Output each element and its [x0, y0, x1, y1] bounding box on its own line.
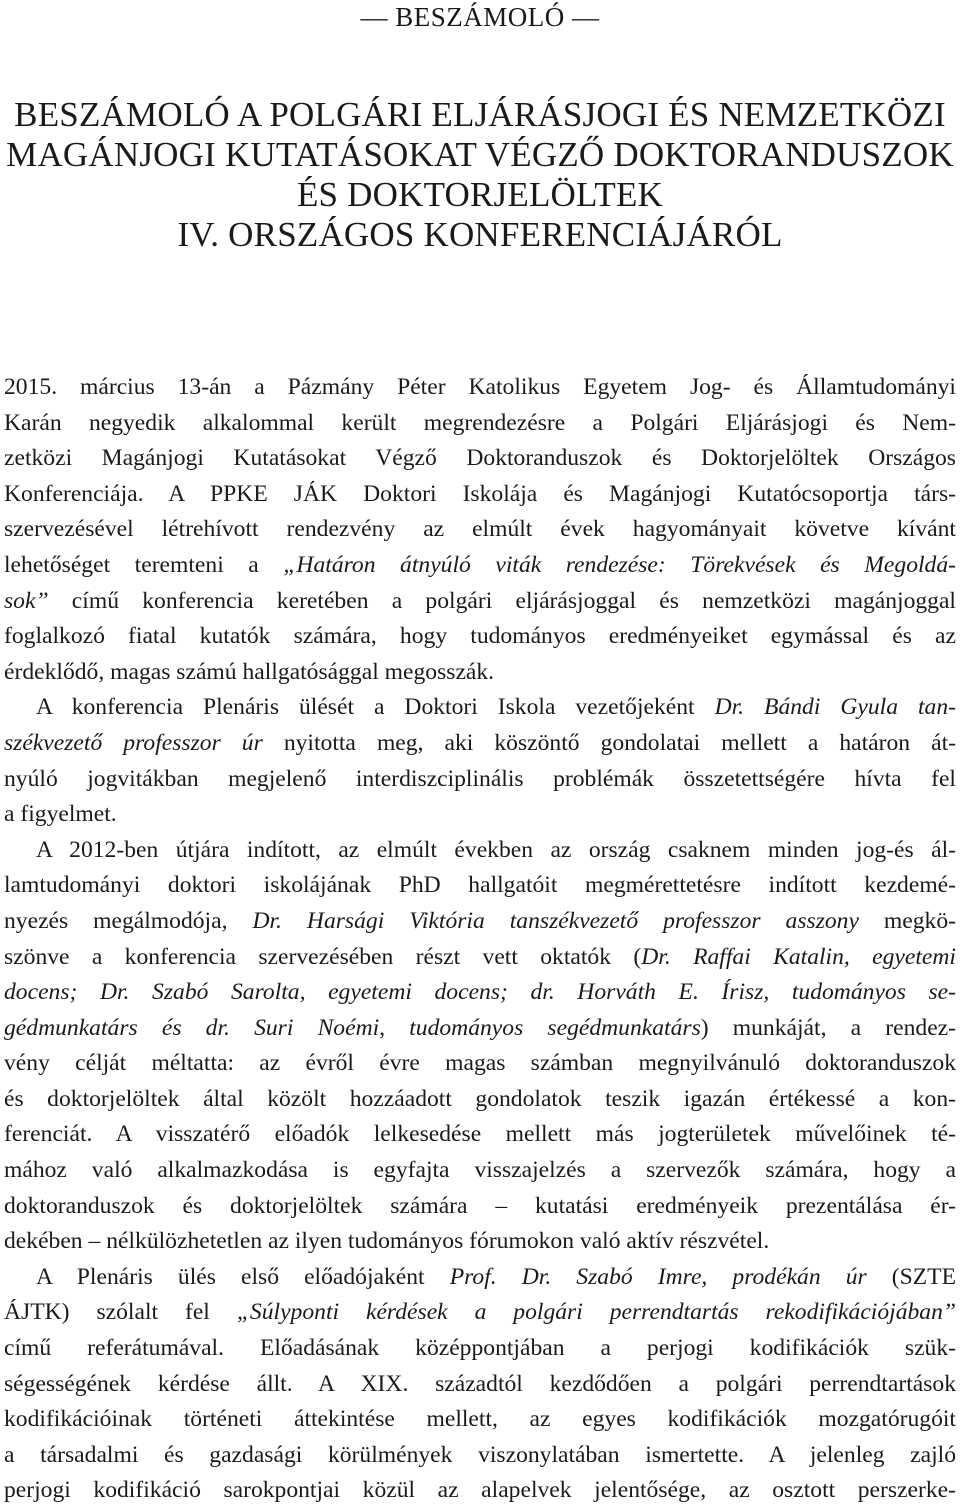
body-line: kodifikációinak történeti áttekintése mellett, az egyes kodifikációk mozgatórugóit [4, 1406, 956, 1433]
body-line: a figyelmet. [4, 801, 117, 828]
italic-text: Dr. Harsági Viktória tanszékvezető professzor asszony [252, 907, 859, 934]
title-line: MAGÁNJOGI KUTATÁSOKAT VÉGZŐ DOKTORANDUSZOK [6, 135, 954, 174]
body-line: ferenciát. A visszatérő előadók lelkesedése mellett más jogterületek művelőinek té- [4, 1121, 956, 1148]
body-line: perjogi kodifikáció sarokpontjai közül az alapelvek jelentősége, az osztott perszerke- [4, 1477, 956, 1504]
body-line: székvezető professzor úr nyitotta meg, aki köszöntő gondolatai mellett a határon át- [4, 729, 957, 756]
body-line: szervezésével létrehívott rendezvény az elmúlt évek hagyományait követve kívánt [4, 516, 956, 543]
body-line: nyúló jogvitákban megjelenő interdiszciplinális problémák összetettségére hívta fel [4, 765, 956, 792]
body-line: ségességének kérdése állt. A XIX. századtól kezdődően a polgári perrendtartások [4, 1370, 956, 1397]
body-line: Konferenciája. A PPKE JÁK Doktori Iskolája és Magánjogi Kutatócsoportja társ- [4, 480, 956, 507]
body-line: Karán negyedik alkalommal került megrendezésre a Polgári Eljárásjogi és Nem- [4, 409, 956, 436]
running-head: — BESZÁMOLÓ — [360, 2, 600, 32]
body-line: A konferencia Plenáris ülését a Doktori Iskola vezetőjeként Dr. Bándi Gyula tan- [36, 694, 956, 721]
body-line: 2015. március 13-án a Pázmány Péter Katolikus Egyetem Jog- és Államtudományi [4, 374, 956, 400]
body-line: mához való alkalmazkodása is egyfajta visszajelzés a szervezők számára, hogy a [4, 1157, 956, 1184]
body-line: lehetőséget teremteni a „Határon átnyúló viták rendezése: Törekvések és Megoldá- [4, 551, 956, 578]
body-line: és doktorjelöltek által közölt hozzáadott gondolatok teszik igazán értékessé a kon- [4, 1085, 956, 1112]
body-line: érdeklődő, magas számú hallgatósággal megosszák. [4, 658, 495, 685]
italic-text: székvezető professzor úr [4, 729, 263, 756]
body-line: A Plenáris ülés első előadójaként Prof. Dr. Szabó Imre, prodékán úr (SZTE [36, 1263, 956, 1290]
body-line: lamtudományi doktori iskolájának PhD hallgatóit megmérettetésre indított kezdemé- [4, 872, 956, 899]
article-body [4, 370, 956, 1509]
body-line: nyezés megálmodója, Dr. Harsági Viktória tanszékvezető professzor asszony megkö- [4, 907, 956, 934]
italic-text: docens; Dr. Szabó Sarolta, egyetemi docens; dr. Horváth E. Írisz, tudományos se- [4, 979, 956, 1006]
body-line: című referátumával. Előadásának középpontjában a perjogi kodifikációk szük- [4, 1335, 956, 1362]
body-line: zetközi Magánjogi Kutatásokat Végző Doktoranduszok és Doktorjelöltek Országos [4, 445, 956, 472]
body-line: gédmunkatárs és dr. Suri Noémi, tudományos segédmunkatárs) munkáját, a rendez- [4, 1014, 956, 1041]
italic-text: Prof. Dr. Szabó Imre, prodékán úr [449, 1263, 867, 1290]
title-line: IV. ORSZÁGOS KONFERENCIÁJÁRÓL [177, 215, 783, 254]
body-line: sok” című konferencia keretében a polgári eljárásjoggal és nemzetközi magánjoggal [4, 587, 956, 614]
italic-text: „Határon átnyúló viták rendezése: Törekvések és Megoldá- [283, 551, 956, 578]
italic-text: gédmunkatárs és dr. Suri Noémi, tudományos segédmunkatárs [4, 1014, 701, 1041]
italic-text: Dr. Raffai Katalin, egyetemi [641, 943, 956, 970]
body-line: doktoranduszok és doktorjelöltek számára – kutatási eredményeik prezentálása ér- [4, 1192, 956, 1219]
title-line: ÉS DOKTORJELÖLTEK [296, 175, 664, 214]
article-title [0, 95, 960, 255]
body-line: dekében – nélkülözhetetlen az ilyen tudományos fórumokon való aktív részvétel. [4, 1228, 770, 1255]
title-line: BESZÁMOLÓ A POLGÁRI ELJÁRÁSJOGI ÉS NEMZETKÖZI [14, 95, 946, 134]
body-line: a társadalmi és gazdasági körülmények viszonylatában ismertette. A jelenleg zajló [4, 1441, 956, 1468]
italic-text: Dr. Bándi Gyula tan- [714, 694, 956, 721]
body-line: A 2012-ben útjára indított, az elmúlt években az ország csaknem minden jog-és ál- [36, 836, 956, 863]
body-line: foglalkozó fiatal kutatók számára, hogy tudományos eredményeiket egymással és az [4, 623, 956, 650]
italic-text: „Súlyponti kérdések a polgári perrendtartás rekodifikációjában” [236, 1299, 957, 1326]
body-line: vény célját méltatta: az évről évre magas számban megnyilvánuló doktoranduszok [4, 1050, 956, 1077]
body-line: szönve a konferencia szervezésében részt vett oktatók (Dr. Raffai Katalin, egyetemi [4, 943, 956, 970]
body-line: ÁJTK) szólalt fel „Súlyponti kérdések a polgári perrendtartás rekodifikációjában” [4, 1299, 957, 1326]
italic-text: sok” [4, 587, 49, 614]
body-line [4, 975, 956, 1011]
